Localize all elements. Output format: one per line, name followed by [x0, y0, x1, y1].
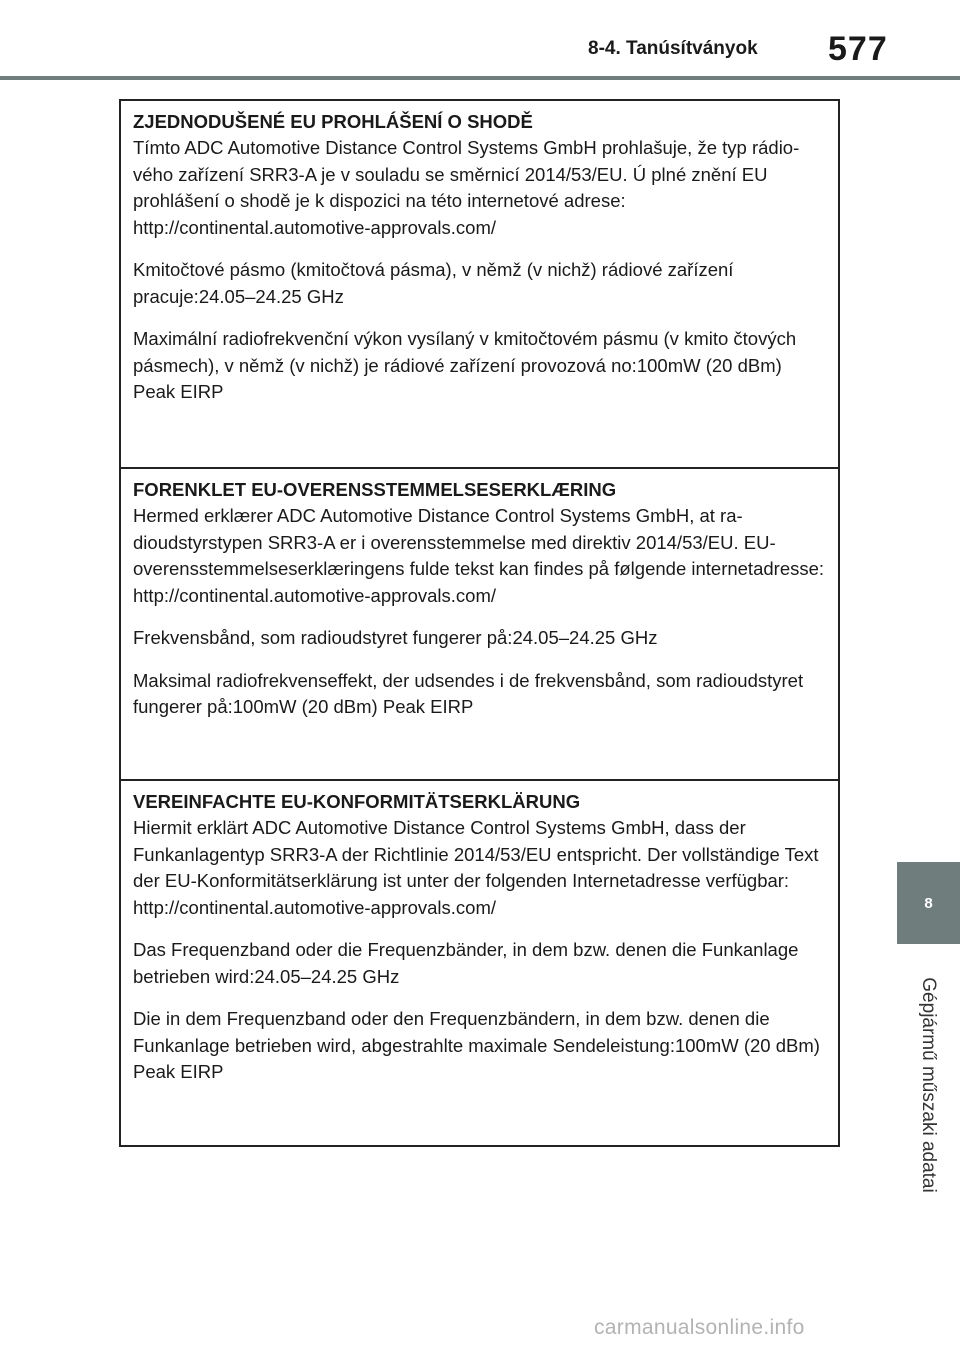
declarations-box [119, 99, 840, 1147]
declaration-czech [121, 101, 838, 467]
page-number: 577 [828, 30, 888, 68]
declaration-danish [121, 467, 838, 779]
declaration-intro: Hermed erklærer ADC Automotive Distance Control Systems GmbH, at ra-dioudstyrstypen SRR3-A er i overensstemmelse med direktiv 2014/53/EU. EU-overensstemmelseserklæringens fulde tekst kan findes på følgende internetadresse: http://continental.automotive-approvals.com/ [133, 503, 826, 609]
watermark: carmanualsonline.info [594, 1316, 805, 1339]
declaration-frequency: Kmitočtové pásmo (kmitočtová pásma), v němž (v nichž) rádiové zařízení pracuje:24.05–24.25 GHz [133, 259, 734, 307]
declaration-power: Maximální radiofrekvenční výkon vysílaný v kmitočtovém pásmu (v kmito čtových pásmech), v němž (v nichž) je rádiové zařízení provozová no:100mW (20 dBm) Peak EIRP [133, 328, 797, 402]
chapter-number: 8 [924, 894, 933, 912]
declaration-url: http://continental.automotive-approvals.com/ [133, 896, 496, 918]
declaration-power: Maksimal radiofrekvenseffekt, der udsendes i de frekvensbånd, som radioudstyret fungerer på:100mW (20 dBm) Peak EIRP [133, 669, 804, 717]
chapter-title: Gépjármű műszaki adatai [918, 977, 939, 1193]
declaration-heading: FORENKLET EU-OVERENSSTEMMELSESERKLÆRING [133, 479, 617, 500]
declaration-power: Die in dem Frequenzband oder den Frequenzbändern, in dem bzw. denen die Funkanlage betrieben wird, abgestrahlte maximale Sendeleistung:100mW (20 dBm) Peak EIRP [133, 1008, 820, 1082]
header-rule [0, 76, 960, 80]
declaration-frequency: Frekvensbånd, som radioudstyret fungerer på:24.05–24.25 GHz [133, 627, 658, 648]
declaration-url: http://continental.automotive-approvals.com/ [133, 584, 496, 606]
chapter-tab [897, 862, 960, 944]
declaration-heading: ZJEDNODUŠENÉ EU PROHLÁŠENÍ O SHODĚ [133, 111, 533, 132]
declaration-heading: VEREINFACHTE EU-KONFORMITÄTSERKLÄRUNG [133, 791, 581, 812]
declaration-intro: Hiermit erklärt ADC Automotive Distance Control Systems GmbH, dass der Funkanlagentyp SRR3-A der Richtlinie 2014/53/EU entspricht. Der vollständige Text der EU-Konformitätserklärung ist unter der folgenden Internetadresse verfügbar: http://continental.automotive-approvals.com/ [133, 815, 826, 921]
declaration-url: http://continental.automotive-approvals.com/ [133, 216, 496, 238]
declaration-frequency: Das Frequenzband oder die Frequenzbänder, in dem bzw. denen die Funkanlage betrieben wird:24.05–24.25 GHz [133, 939, 799, 987]
declaration-intro: Tímto ADC Automotive Distance Control Systems GmbH prohlašuje, že typ rádio-vého zařízení SRR3-A je v souladu se směrnicí 2014/53/EU. Ú plné znění EU prohlášení o shodě je k dispozici na této internetové adrese: http://continental.automotive-approvals.com/ [133, 135, 826, 241]
section-title: 8-4. Tanúsítványok [588, 38, 758, 59]
declaration-german [121, 779, 838, 1145]
